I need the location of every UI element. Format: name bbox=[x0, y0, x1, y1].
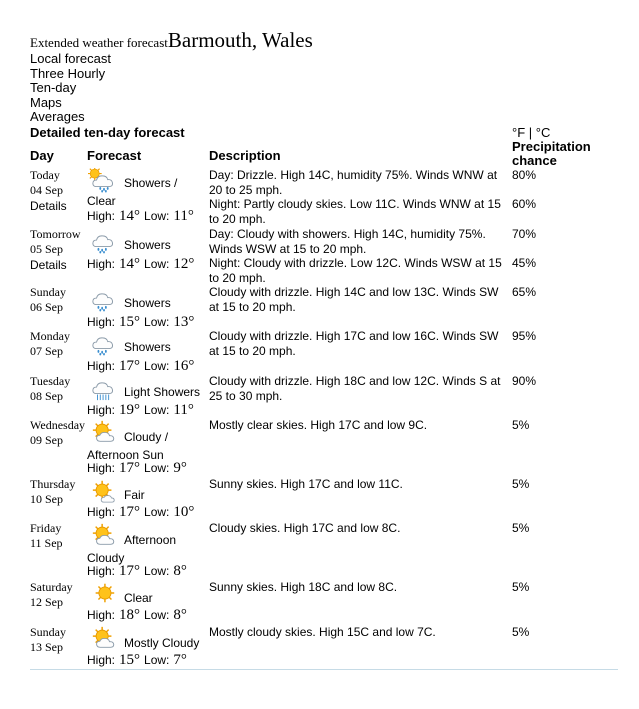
high-temp: 17° bbox=[119, 563, 141, 579]
temperature-range: High: 14° Low: 12° bbox=[87, 256, 195, 272]
precip-chance: 5% bbox=[512, 418, 530, 432]
high-temp: 17° bbox=[119, 358, 141, 374]
day-cell bbox=[30, 418, 85, 448]
description: Cloudy with drizzle. High 18C and low 12C. Winds S at 25 to 30 mph. bbox=[209, 374, 501, 403]
day-cell bbox=[30, 580, 73, 610]
day-name: Tuesday bbox=[30, 374, 71, 388]
description: Cloudy with drizzle. High 14C and low 13C. Winds SW at 15 to 20 mph. bbox=[209, 285, 499, 314]
day-name: Sunday bbox=[30, 285, 66, 299]
unit-toggle[interactable]: °F | °C bbox=[512, 125, 551, 140]
low-temp: 10° bbox=[173, 504, 195, 520]
high-temp: 17° bbox=[119, 504, 141, 520]
day-cell bbox=[30, 227, 80, 257]
details-link[interactable]: Details bbox=[30, 199, 67, 213]
details-link[interactable]: Details bbox=[30, 258, 67, 272]
temperature-range: High: 17° Low: 16° bbox=[87, 358, 195, 374]
high-temp: 14° bbox=[119, 208, 141, 224]
nav-maps[interactable]: Maps bbox=[30, 94, 62, 110]
showers-icon bbox=[88, 330, 120, 356]
day-date: 10 Sep bbox=[30, 492, 63, 506]
day-name: Saturday bbox=[30, 580, 73, 594]
location-title: Barmouth, Wales bbox=[167, 28, 313, 52]
day-description: Day: Cloudy with showers. High 14C, humidity 75%. Winds WSW at 15 to 20 mph. bbox=[209, 227, 486, 256]
day-cell bbox=[30, 625, 66, 655]
precip-day: 80% bbox=[512, 168, 537, 182]
precip-chance: 5% bbox=[512, 521, 530, 535]
condition-text: Fair bbox=[124, 488, 145, 502]
high-temp: 19° bbox=[119, 402, 141, 418]
precip-chance: 5% bbox=[512, 625, 530, 639]
day-date: 08 Sep bbox=[30, 389, 63, 403]
showers-icon bbox=[88, 228, 120, 254]
day-date: 09 Sep bbox=[30, 433, 63, 447]
precip-night: 45% bbox=[512, 256, 537, 270]
precip-chance: 65% bbox=[512, 285, 537, 299]
condition-text: Light Showers bbox=[124, 385, 201, 399]
day-cell bbox=[30, 168, 63, 198]
precip-chance: 95% bbox=[512, 329, 537, 343]
day-name: Sunday bbox=[30, 625, 66, 639]
temperature-range: High: 17° Low: 8° bbox=[87, 563, 187, 579]
day-date: 07 Sep bbox=[30, 344, 63, 358]
high-temp: 15° bbox=[119, 314, 141, 330]
day-date: 11 Sep bbox=[30, 536, 63, 550]
page-header bbox=[30, 28, 313, 53]
precip-chance: 90% bbox=[512, 374, 537, 388]
header-prefix: Extended weather forecast bbox=[30, 35, 168, 50]
day-date: 04 Sep bbox=[30, 183, 63, 197]
sun-icon bbox=[88, 580, 120, 606]
temperature-range: High: 19° Low: 11° bbox=[87, 402, 194, 418]
column-header-description: Description bbox=[209, 148, 281, 163]
day-cell bbox=[30, 329, 70, 359]
description: Cloudy skies. High 17C and low 8C. bbox=[209, 521, 401, 535]
low-temp: 16° bbox=[173, 358, 195, 374]
column-header-day: Day bbox=[30, 148, 54, 163]
condition-text: Showers bbox=[124, 340, 171, 354]
precip-day: 70% bbox=[512, 227, 537, 241]
light-showers-icon bbox=[88, 375, 120, 401]
forecast-nav bbox=[30, 52, 111, 125]
day-name: Today bbox=[30, 168, 60, 182]
low-temp: 8° bbox=[173, 607, 187, 623]
condition-text: Cloudy / Afternoon Sun bbox=[87, 430, 169, 462]
description: Sunny skies. High 18C and low 8C. bbox=[209, 580, 398, 594]
day-cell bbox=[30, 285, 66, 315]
condition-text: Showers / Clear bbox=[87, 176, 178, 208]
temperature-range: High: 15° Low: 13° bbox=[87, 314, 195, 330]
day-cell bbox=[30, 521, 63, 551]
description: Sunny skies. High 17C and low 11C. bbox=[209, 477, 403, 491]
column-header-precipitation: Precipitation chance bbox=[512, 139, 591, 168]
divider bbox=[30, 669, 618, 670]
day-cell bbox=[30, 374, 70, 404]
condition-text: Mostly Cloudy bbox=[124, 636, 200, 650]
day-date: 06 Sep bbox=[30, 300, 63, 314]
day-cell bbox=[30, 477, 75, 507]
precip-chance: 5% bbox=[512, 477, 530, 491]
precip-night: 60% bbox=[512, 197, 537, 211]
low-temp: 9° bbox=[173, 460, 187, 476]
nav-three-hourly[interactable]: Three Hourly bbox=[30, 65, 106, 81]
nav-averages[interactable]: Averages bbox=[30, 109, 85, 125]
temperature-range: High: 14° Low: 11° bbox=[87, 208, 194, 224]
day-name: Thursday bbox=[30, 477, 76, 491]
condition-text: Showers bbox=[124, 296, 171, 310]
day-name: Tomorrow bbox=[30, 227, 81, 241]
day-description: Day: Drizzle. High 14C, humidity 75%. Winds WNW at 20 to 25 mph. bbox=[209, 168, 498, 197]
day-name: Friday bbox=[30, 521, 62, 535]
day-date: 05 Sep bbox=[30, 242, 63, 256]
condition-text: Afternoon Cloudy bbox=[87, 533, 177, 565]
high-temp: 17° bbox=[119, 460, 141, 476]
low-temp: 11° bbox=[173, 402, 194, 418]
column-header-forecast: Forecast bbox=[87, 148, 142, 163]
day-date: 12 Sep bbox=[30, 595, 63, 609]
condition-text: Showers bbox=[124, 238, 171, 252]
showers-icon bbox=[88, 286, 120, 312]
low-temp: 13° bbox=[173, 314, 195, 330]
description: Cloudy with drizzle. High 17C and low 16C. Winds SW at 15 to 20 mph. bbox=[209, 329, 499, 358]
description: Mostly cloudy skies. High 15C and low 7C. bbox=[209, 625, 436, 639]
temperature-range: High: 17° Low: 9° bbox=[87, 460, 187, 476]
description: Mostly clear skies. High 17C and low 9C. bbox=[209, 418, 428, 432]
temperature-range: High: 17° Low: 10° bbox=[87, 504, 195, 520]
nav-local-forecast[interactable]: Local forecast bbox=[30, 51, 111, 66]
day-date: 13 Sep bbox=[30, 640, 63, 654]
high-temp: 18° bbox=[119, 607, 141, 623]
night-description: Night: Partly cloudy skies. Low 11C. Winds WNW at 15 to 20 mph. bbox=[209, 197, 501, 226]
day-name: Monday bbox=[30, 329, 70, 343]
day-name: Wednesday bbox=[30, 418, 86, 432]
low-temp: 11° bbox=[173, 208, 194, 224]
temperature-range: High: 18° Low: 8° bbox=[87, 607, 187, 623]
night-description: Night: Cloudy with drizzle. Low 12C. Winds WSW at 15 to 20 mph. bbox=[209, 256, 502, 285]
sun-cloud-icon bbox=[88, 625, 120, 651]
section-title: Detailed ten-day forecast bbox=[30, 125, 185, 140]
precip-chance: 5% bbox=[512, 580, 530, 594]
high-temp: 14° bbox=[119, 256, 141, 272]
low-temp: 12° bbox=[173, 256, 195, 272]
low-temp: 7° bbox=[173, 652, 187, 668]
low-temp: 8° bbox=[173, 563, 187, 579]
nav-ten-day[interactable]: Ten-day bbox=[30, 80, 77, 96]
temperature-range: High: 15° Low: 7° bbox=[87, 652, 187, 668]
high-temp: 15° bbox=[119, 652, 141, 668]
fair-icon bbox=[88, 478, 120, 504]
condition-text: Clear bbox=[124, 591, 153, 605]
